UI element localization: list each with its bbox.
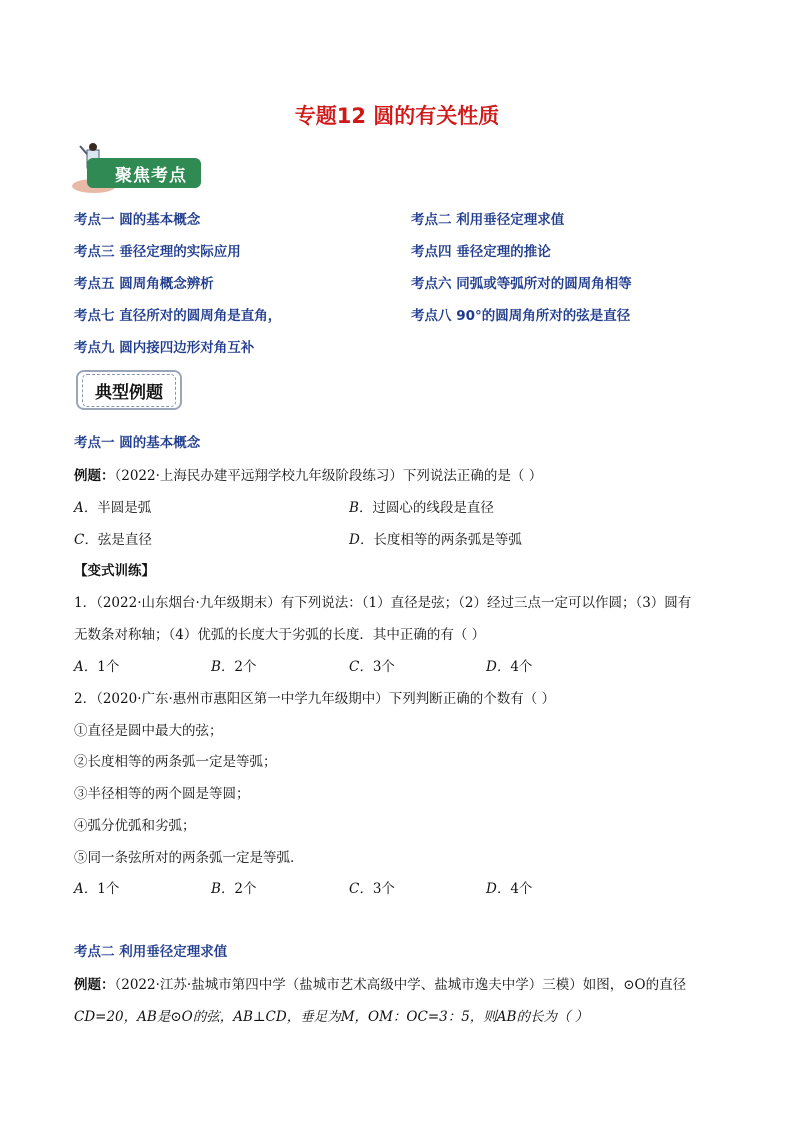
option-a: A．半圆是弧 — [74, 500, 152, 516]
topic-6: 考点六 同弧或等弧所对的圆周角相等 — [411, 276, 632, 292]
typical-examples-badge — [76, 370, 182, 410]
q2-item-4: ④弧分优弧和劣弧； — [74, 818, 196, 834]
page-title: 专题12 圆的有关性质 — [294, 104, 500, 128]
focus-points-badge: 聚焦考点 — [87, 158, 201, 188]
topic-3: 考点三 垂径定理的实际应用 — [74, 244, 241, 260]
option-d: D．长度相等的两条弧是等弧 — [349, 532, 522, 548]
topic-4: 考点四 垂径定理的推论 — [411, 244, 551, 260]
question-2-line: 2．（2020·广东·惠州市惠阳区第一中学九年级期中）下列判断正确的个数有（ ） — [74, 691, 556, 707]
variant-training-label: 【变式训练】 — [74, 563, 155, 579]
q1-option-b: B．2个 — [211, 659, 257, 675]
example-label: 例题： — [74, 977, 115, 993]
example-2-line-1 — [74, 973, 686, 993]
topic-1: 考点一 圆的基本概念 — [74, 212, 201, 228]
topic-9: 考点九 圆内接四边形对角互补 — [74, 340, 255, 356]
q2-item-3: ③半径相等的两个圆是等圆； — [74, 786, 250, 802]
example-2-text: （2022·江苏·盐城市第四中学（盐城市艺术高级中学、盐城市逸夫中学）三模）如图，⊙O的直径 — [114, 977, 687, 993]
q2-item-5: ⑤同一条弦所对的两条弧一定是等弧． — [74, 850, 304, 866]
topic-5: 考点五 圆周角概念辨析 — [74, 276, 214, 292]
q2-option-c: C．3个 — [349, 881, 395, 897]
option-b: B．过圆心的线段是直径 — [349, 500, 494, 516]
q2-item-1: ①直径是圆中最大的弦； — [74, 723, 223, 739]
q2-item-2: ②长度相等的两条弧一定是等弧； — [74, 754, 277, 770]
q1-option-d: D．4个 — [486, 659, 533, 675]
question-1-line-2: 无数条对称轴；（4）优弧的长度大于劣弧的长度．其中正确的有（ ） — [74, 627, 486, 643]
typical-examples-label: 典型例题 — [82, 374, 176, 407]
section-1-heading: 考点一 圆的基本概念 — [74, 435, 201, 451]
q1-option-c: C．3个 — [349, 659, 395, 675]
example-label: 例题： — [74, 468, 115, 484]
question-1-line-1: 1．（2022·山东烟台·九年级期末）有下列说法：（1）直径是弦；（2）经过三点一定可以作圆；（3）圆有 — [74, 595, 692, 611]
example-2-line-2: CD=20，AB是⊙O的弦，AB⊥CD，垂足为M，OM：OC=3：5，则AB的长为（ ） — [74, 1009, 589, 1025]
topic-2: 考点二 利用垂径定理求值 — [411, 212, 565, 228]
q2-option-b: B．2个 — [211, 881, 257, 897]
option-c: C．弦是直径 — [74, 532, 152, 548]
q1-option-a: A．1个 — [74, 659, 120, 675]
example-1 — [74, 464, 542, 484]
example-text: （2022·上海民办建平远翔学校九年级阶段练习）下列说法正确的是（ ） — [114, 468, 543, 484]
section-2-heading: 考点二 利用垂径定理求值 — [74, 944, 228, 960]
topic-7: 考点七 直径所对的圆周角是直角， — [74, 308, 282, 324]
q2-option-d: D．4个 — [486, 881, 533, 897]
q2-option-a: A．1个 — [74, 881, 120, 897]
topic-8: 考点八 90°的圆周角所对的弦是直径 — [411, 308, 631, 324]
